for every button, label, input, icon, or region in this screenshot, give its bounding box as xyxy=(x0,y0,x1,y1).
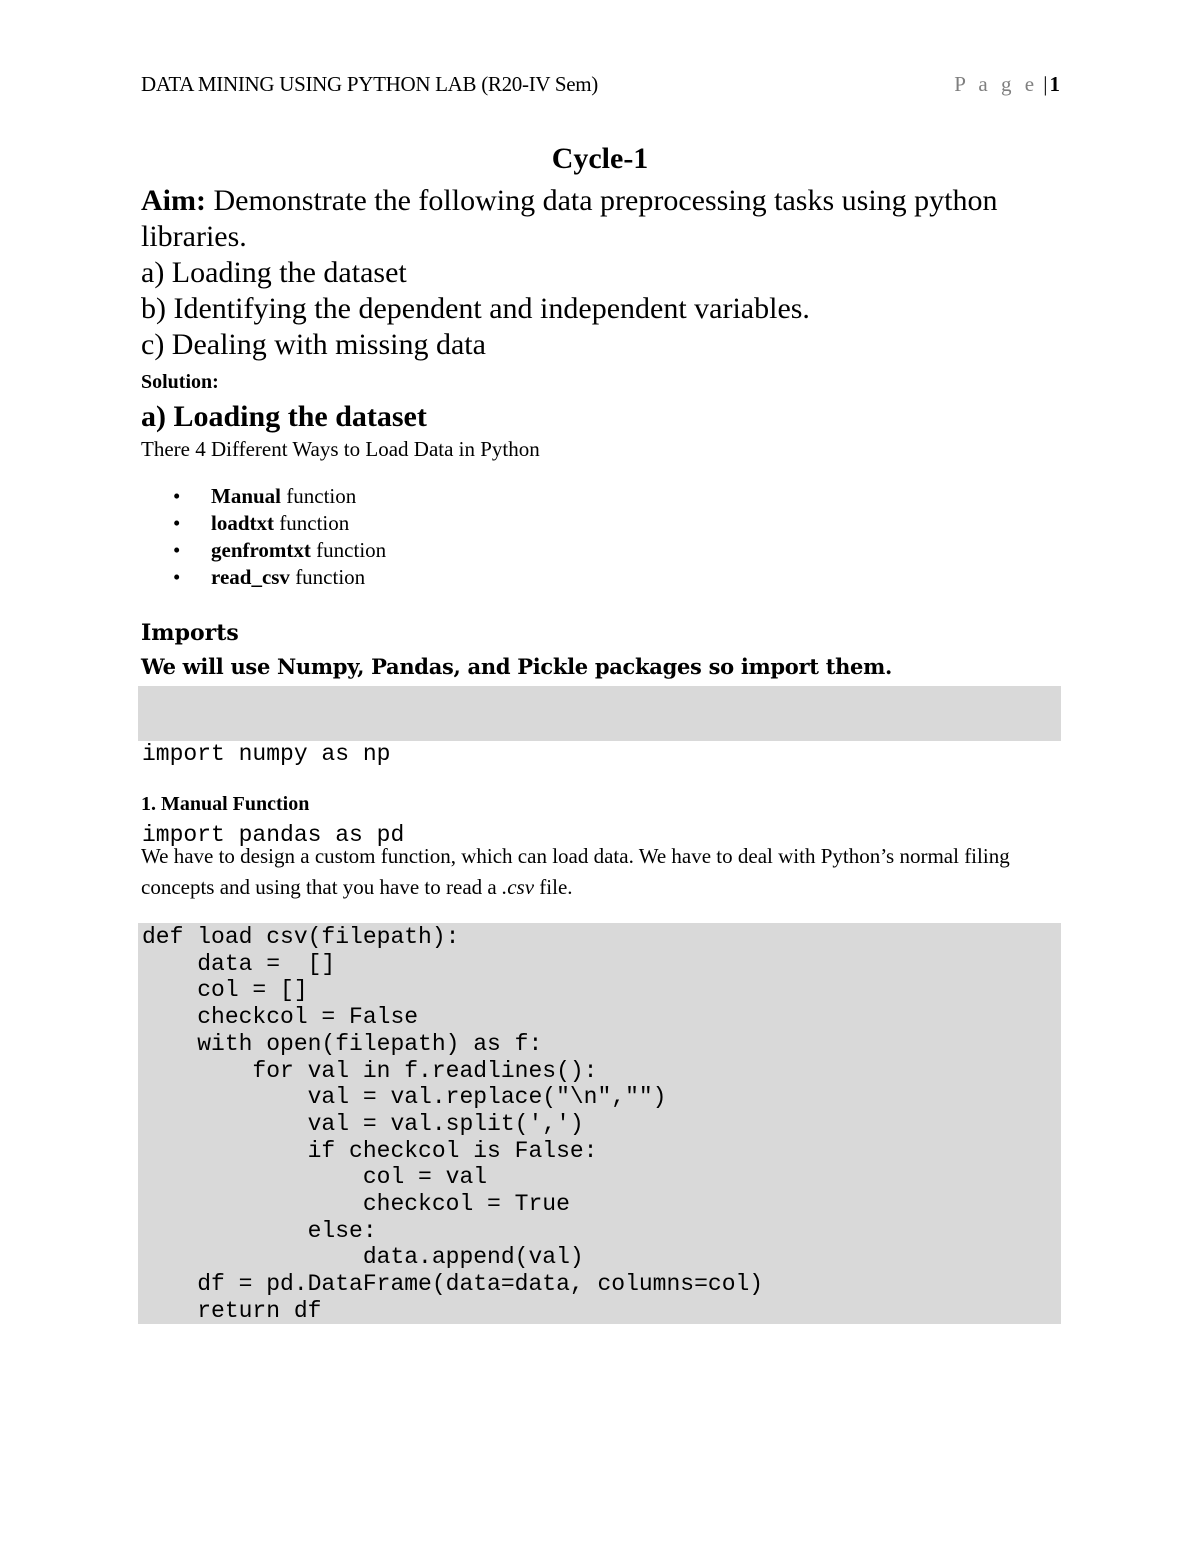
task-item: a) Loading the dataset xyxy=(141,256,407,289)
code-line: for val in f.readlines(): xyxy=(142,1057,598,1084)
description-text-end: file. xyxy=(534,875,573,899)
list-item xyxy=(173,510,386,537)
code-line: df = pd.DataFrame(data=data, columns=col) xyxy=(142,1271,764,1298)
code-line: return df xyxy=(142,1297,322,1324)
code-line: import numpy as np xyxy=(142,741,391,767)
list-item xyxy=(173,483,386,510)
code-line: data.append(val) xyxy=(142,1244,584,1271)
code-line: checkcol = False xyxy=(142,1004,419,1031)
code-line: if checkcol is False: xyxy=(142,1137,598,1164)
bullet-icon: • xyxy=(173,484,181,508)
code-line: val = val.split(',') xyxy=(142,1110,584,1137)
header-title: DATA MINING USING PYTHON LAB (R20-IV Sem) xyxy=(141,72,598,96)
code-line: else: xyxy=(142,1217,377,1244)
cycle-title: Cycle-1 xyxy=(551,142,649,175)
bullet-icon: • xyxy=(173,565,181,589)
aim-block xyxy=(141,183,1061,363)
bullet-icon: • xyxy=(173,511,181,535)
bullet-icon: • xyxy=(173,538,181,562)
code-line: val = val.replace("\n","") xyxy=(142,1084,667,1111)
manual-function-heading: 1. Manual Function xyxy=(141,793,310,815)
method-name: genfromtxt xyxy=(211,538,311,562)
code-block-load-csv xyxy=(138,923,1061,1324)
task-item: c) Dealing with missing data xyxy=(141,328,486,361)
code-line: with open(filepath) as f: xyxy=(142,1030,543,1057)
code-line: col = [] xyxy=(142,977,308,1004)
intro-text: There 4 Different Ways to Load Data in Python xyxy=(141,437,540,461)
method-name: Manual xyxy=(211,484,282,508)
methods-list xyxy=(173,483,386,591)
page-number: 1 xyxy=(1049,72,1060,96)
section-heading: a) Loading the dataset xyxy=(141,400,427,433)
aim-text: Demonstrate the following data preprocessing tasks using python libraries. xyxy=(141,184,998,253)
file-extension: .csv xyxy=(501,875,535,899)
code-line: checkcol = True xyxy=(142,1191,570,1218)
page-separator: | xyxy=(1043,72,1048,96)
method-name: loadtxt xyxy=(211,511,274,535)
aim-label: Aim: xyxy=(141,184,206,217)
list-item xyxy=(173,537,386,564)
imports-note: We will use Numpy, Pandas, and Pickle packages so import them. xyxy=(141,654,893,679)
page-label: P a g e xyxy=(954,72,1039,96)
description-text: We have to design a custom function, which can load data. We have to deal with Python’s normal filing concepts and using that you have to read a xyxy=(141,844,1010,899)
method-suffix: function xyxy=(274,511,350,535)
page-indicator xyxy=(954,72,1060,97)
method-suffix: function xyxy=(281,484,357,508)
method-name: read_csv xyxy=(211,565,290,589)
code-line: def load csv(filepath): xyxy=(142,924,460,950)
method-suffix: function xyxy=(289,565,366,589)
code-line: data = [] xyxy=(142,950,336,977)
code-line: import pandas as pd xyxy=(142,822,405,848)
imports-heading: Imports xyxy=(141,620,239,646)
task-item: b) Identifying the dependent and independent variables. xyxy=(141,292,810,325)
page-header xyxy=(141,72,1060,102)
manual-function-description xyxy=(141,841,1041,903)
solution-label: Solution: xyxy=(141,371,219,393)
method-suffix: function xyxy=(310,538,387,562)
code-line: col = val xyxy=(142,1164,488,1191)
list-item xyxy=(173,564,386,591)
